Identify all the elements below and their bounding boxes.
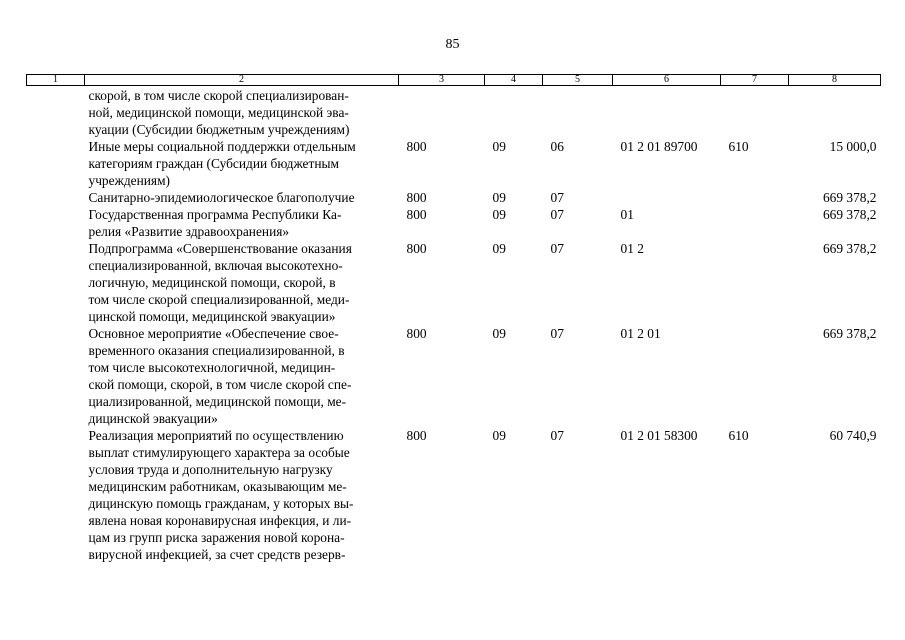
cell-subsection: 06 (550, 139, 564, 154)
cell-subsection: 07 (550, 241, 564, 256)
cell-target-article: 01 (620, 207, 634, 222)
cell-target-article: 01 2 01 58300 (620, 428, 698, 443)
column-number-3: 3 (399, 75, 485, 86)
cell-expense-type (721, 189, 789, 206)
page-number: 85 (445, 37, 460, 52)
column-number-8: 8 (789, 75, 881, 86)
cell-empty (27, 427, 85, 563)
cell-section (485, 86, 543, 139)
cell-target-article: 01 2 01 (620, 326, 661, 341)
cell-section: 09 (492, 428, 506, 443)
column-number-6: 6 (613, 75, 721, 86)
cell-name: Санитарно-эпидемиологическое благополучие (88, 190, 355, 205)
cell-name: Основное мероприятие «Обеспечение свое- временного оказания специализированной, в том числе высокотехнологичной, медицин- ской помощи, скорой, в том числе скорой спе- циализированной, медицинской помощи, ме- дицинской эвакуации» (88, 326, 352, 426)
column-number-5: 5 (543, 75, 613, 86)
table-row (27, 189, 881, 206)
cell-empty (27, 240, 85, 325)
table-row (27, 427, 881, 563)
cell-name: Подпрограмма «Совершенствование оказания специализированной, включая высокотехно- логичную, медицинской помощи, скорой, в том числе скорой специализированной, меди- цинской помощи, медицинской эвакуации» (88, 241, 352, 324)
column-number-2: 2 (85, 75, 399, 86)
table-body (27, 86, 881, 564)
cell-expense-type (721, 240, 789, 325)
table-row (27, 325, 881, 427)
table-row (27, 138, 881, 189)
cell-ministry-code: 800 (406, 190, 427, 205)
cell-expense-type (721, 206, 789, 240)
cell-subsection (543, 86, 613, 139)
cell-ministry-code: 800 (406, 241, 427, 256)
cell-subsection: 07 (550, 326, 564, 341)
cell-amount: 15 000,0 (829, 139, 877, 154)
cell-amount: 669 378,2 (822, 207, 877, 222)
cell-expense-type: 610 (728, 428, 749, 443)
cell-empty (27, 138, 85, 189)
cell-amount: 669 378,2 (822, 326, 877, 341)
cell-empty (27, 325, 85, 427)
cell-target-article (613, 86, 721, 139)
cell-name: Реализация мероприятий по осуществлению выплат стимулирующего характера за особые условия труда и дополнительную нагрузку медицинским работникам, оказывающим ме- дицинскую помощь гражданам, у которых вы- явлена новая коронавирусная инфекция, и ли- цам из групп риска заражения новой корона- вирусной инфекцией, за счет средств резерв- (88, 428, 354, 562)
cell-ministry-code: 800 (406, 326, 427, 341)
cell-ministry-code: 800 (406, 207, 427, 222)
cell-ministry-code (399, 86, 485, 139)
cell-subsection: 07 (550, 428, 564, 443)
cell-ministry-code: 800 (406, 428, 427, 443)
cell-section: 09 (492, 241, 506, 256)
cell-name: Иные меры социальной поддержки отдельным категориям граждан (Субсидии бюджетным учреждениям) (88, 139, 356, 188)
column-number-7: 7 (721, 75, 789, 86)
cell-empty (27, 86, 85, 139)
table-row (27, 86, 881, 139)
cell-name: скорой, в том числе скорой специализирован- ной, медицинской помощи, медицинской эва- куации (Субсидии бюджетным учреждениям) (88, 88, 350, 137)
table-row (27, 206, 881, 240)
cell-target-article: 01 2 01 89700 (620, 139, 698, 154)
cell-amount: 669 378,2 (822, 241, 877, 256)
table-header-row (27, 75, 881, 86)
cell-name: Государственная программа Республики Ка- релия «Развитие здравоохранения» (88, 207, 342, 239)
cell-ministry-code: 800 (406, 139, 427, 154)
cell-amount: 60 740,9 (829, 428, 877, 443)
cell-section: 09 (492, 190, 506, 205)
cell-section: 09 (492, 207, 506, 222)
cell-expense-type (721, 86, 789, 139)
column-number-1: 1 (27, 75, 85, 86)
cell-section: 09 (492, 139, 506, 154)
table-row (27, 240, 881, 325)
cell-expense-type (721, 325, 789, 427)
cell-target-article (613, 189, 721, 206)
column-number-4: 4 (485, 75, 543, 86)
cell-subsection: 07 (550, 190, 564, 205)
cell-amount (789, 86, 881, 139)
cell-empty (27, 206, 85, 240)
budget-table (26, 74, 881, 563)
cell-amount: 669 378,2 (822, 190, 877, 205)
cell-section: 09 (492, 326, 506, 341)
cell-target-article: 01 2 (620, 241, 644, 256)
cell-expense-type: 610 (728, 139, 749, 154)
cell-subsection: 07 (550, 207, 564, 222)
cell-empty (27, 189, 85, 206)
